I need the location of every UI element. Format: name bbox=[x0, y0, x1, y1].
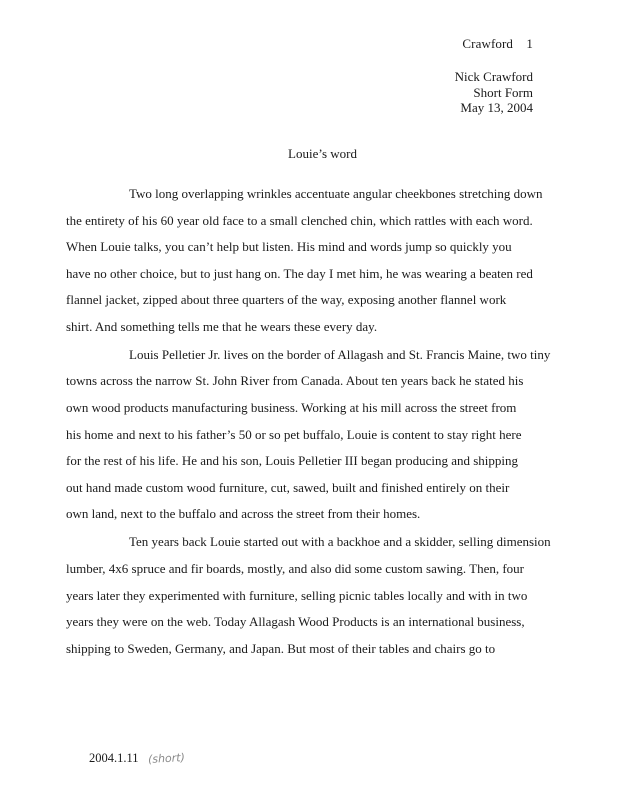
text-line: his home and next to his father’s 50 or so pet buffalo, Louie is content to stay right here bbox=[66, 426, 522, 442]
running-header bbox=[462, 36, 533, 52]
paragraph bbox=[66, 342, 551, 528]
text-line: Ten years back Louie started out with a backhoe and a skidder, selling dimension bbox=[129, 534, 551, 550]
text-line: the entirety of his 60 year old face to a small clenched chin, which rattles with each word. bbox=[66, 212, 533, 228]
text-line: years later they experimented with furniture, selling picnic tables locally and with in two bbox=[66, 587, 528, 603]
footer-code: 2004.1.11 bbox=[89, 751, 139, 765]
text-line: lumber, 4x6 spruce and fir boards, mostly, and also did some custom sawing. Then, four bbox=[66, 560, 525, 576]
paragraph bbox=[66, 181, 543, 341]
author-block bbox=[455, 69, 533, 116]
text-line: shirt. And something tells me that he wears these every day. bbox=[66, 318, 378, 334]
text-line: for the rest of his life. He and his son, Louis Pelletier III began producing and shipping bbox=[66, 453, 519, 469]
document-title: Louie’s word bbox=[288, 146, 357, 161]
text-line: shipping to Sweden, Germany, and Japan. But most of their tables and chairs go to bbox=[66, 640, 496, 656]
text-line: have no other choice, but to just hang on. The day I met him, he was wearing a beaten red bbox=[66, 265, 533, 281]
text-line: towns across the narrow St. John River from Canada. About ten years back he stated his bbox=[66, 373, 524, 389]
text-line: When Louie talks, you can’t help but listen. His mind and words jump so quickly you bbox=[66, 239, 512, 255]
text-line: own wood products manufacturing business. Working at his mill across the street from bbox=[66, 400, 517, 416]
text-line: out hand made custom wood furniture, cut, sawed, built and finished entirely on their bbox=[66, 479, 510, 495]
body-text bbox=[66, 181, 551, 664]
footer-note bbox=[89, 751, 185, 766]
page-number: 1 bbox=[526, 36, 533, 51]
text-line: Louis Pelletier Jr. lives on the border of Allagash and St. Francis Maine, two tiny bbox=[129, 346, 551, 362]
text-line: own land, next to the buffalo and across the street from their homes. bbox=[66, 506, 421, 522]
submission-date: May 13, 2004 bbox=[460, 100, 533, 115]
text-line: Two long overlapping wrinkles accentuate angular cheekbones stretching down bbox=[129, 186, 543, 201]
submission-form: Short Form bbox=[473, 84, 533, 100]
text-line: flannel jacket, zipped about three quarters of the way, exposing another flannel work bbox=[66, 292, 507, 308]
author-name: Nick Crawford bbox=[454, 69, 533, 84]
paragraph bbox=[66, 529, 551, 662]
running-header-name: Crawford bbox=[462, 36, 514, 51]
text-line: years they were on the web. Today Allagash Wood Products is an international business, bbox=[66, 614, 525, 630]
handwritten-note: (short) bbox=[147, 751, 185, 766]
